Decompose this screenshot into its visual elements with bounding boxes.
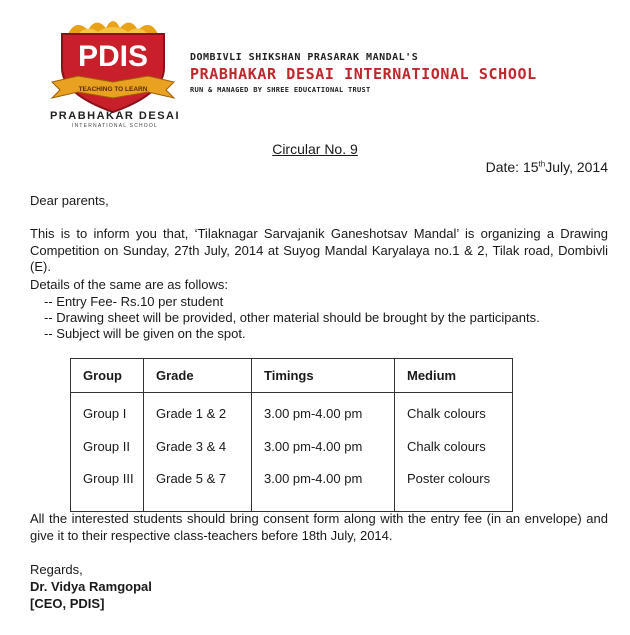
signatory-name: Dr. Vidya Ramgopal xyxy=(30,579,152,594)
table-cell: Grade 3 & 4 xyxy=(144,430,252,463)
logo-name: PRABHAKAR DESAI xyxy=(49,110,181,122)
details-heading: Details of the same are as follows: xyxy=(30,277,228,292)
regards: Regards, xyxy=(30,562,83,577)
table-cell: Group III xyxy=(71,463,144,512)
date-rest: July, 2014 xyxy=(545,159,608,175)
column-header: Medium xyxy=(395,359,513,393)
circular-title: Circular No. 9 xyxy=(272,141,358,157)
detail-item: -- Subject will be given on the spot. xyxy=(44,326,246,341)
table-cell: Grade 5 & 7 xyxy=(144,463,252,512)
table-cell: Group II xyxy=(71,430,144,463)
mandal-name: DOMBIVLI SHIKSHAN PRASARAK MANDAL'S xyxy=(190,52,419,63)
logo-text: PDIS xyxy=(77,40,149,73)
column-header: Timings xyxy=(252,359,395,393)
date-suffix: th xyxy=(538,159,546,169)
table-cell: Poster colours xyxy=(395,463,513,512)
table-cell: 3.00 pm-4.00 pm xyxy=(252,463,395,512)
table-cell: Group I xyxy=(71,393,144,431)
table-row xyxy=(71,430,513,463)
salutation: Dear parents, xyxy=(30,193,109,208)
school-name: PRABHAKAR DESAI INTERNATIONAL SCHOOL xyxy=(190,65,537,83)
column-header: Group xyxy=(71,359,144,393)
school-heading xyxy=(190,52,537,94)
logo-caption xyxy=(45,110,185,129)
table-cell: Grade 1 & 2 xyxy=(144,393,252,431)
table-cell: Chalk colours xyxy=(395,430,513,463)
intro-paragraph: This is to inform you that, ‘Tilaknagar Sarvajanik Ganeshotsav Mandal’ is organizing a Drawing Competition on Sunday, 27th July, 2014 at Suyog Mandal Karyalaya no.1 & 2, Tilak road, Dombivli (E). xyxy=(30,226,608,274)
schedule-table xyxy=(70,358,513,512)
logo-ribbon-text: TEACHING TO LEARN xyxy=(78,86,148,93)
table-row xyxy=(71,393,513,431)
table-cell: 3.00 pm-4.00 pm xyxy=(252,393,395,431)
logo-subtitle: INTERNATIONAL SCHOOL xyxy=(72,123,158,129)
letterhead xyxy=(0,0,630,135)
trust-line: RUN & MANAGED BY SHREE EDUCATIONAL TRUST xyxy=(190,86,371,94)
table-cell: 3.00 pm-4.00 pm xyxy=(252,430,395,463)
column-header: Grade xyxy=(144,359,252,393)
detail-item: -- Entry Fee- Rs.10 per student xyxy=(44,294,224,309)
date-label: Date: 15 xyxy=(485,159,539,175)
circular-date xyxy=(486,159,608,175)
table-row xyxy=(71,463,513,512)
table-header-row xyxy=(71,359,513,393)
table-cell: Chalk colours xyxy=(395,393,513,431)
signatory-designation: [CEO, PDIS] xyxy=(30,596,105,611)
detail-item: -- Drawing sheet will be provided, other material should be brought by the participants. xyxy=(44,310,540,325)
closing-paragraph: All the interested students should bring consent form along with the entry fee (in an envelope) and give it to their respective class-teachers before 18th July, 2014. xyxy=(30,511,608,543)
